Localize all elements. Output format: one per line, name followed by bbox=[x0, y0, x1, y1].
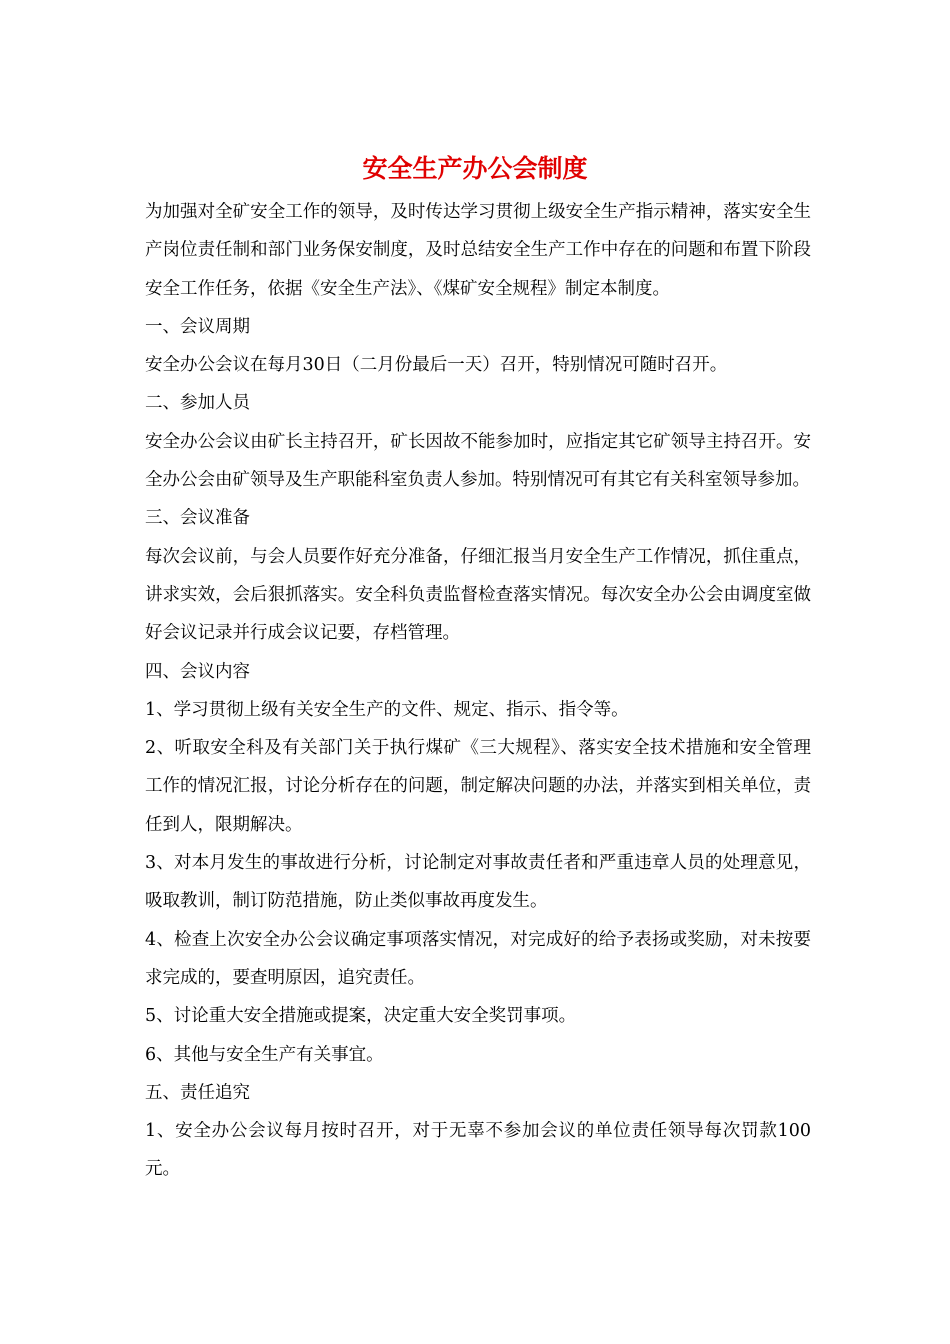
document-body bbox=[145, 193, 811, 1189]
intro-paragraph: 为加强对全矿安全工作的领导，及时传达学习贯彻上级安全生产指示精神，落实安全生产岗位责任制和部门业务保安制度，及时总结安全生产工作中存在的问题和布置下阶段安全工作任务，依据《安全生产法》、《煤矿安全规程》制定本制度。 bbox=[145, 202, 811, 299]
meeting-cycle-paragraph: 安全办公会议在每月30日（二月份最后一天）召开，特别情况可随时召开。 bbox=[145, 355, 728, 376]
section-heading-participants: 二、参加人员 bbox=[145, 393, 250, 414]
section-heading-accountability: 五、责任追究 bbox=[145, 1082, 250, 1103]
content-item-6: 6、其他与安全生产有关事宜。 bbox=[145, 1044, 384, 1065]
section-heading-preparation: 三、会议准备 bbox=[145, 508, 250, 529]
section-heading-content: 四、会议内容 bbox=[145, 661, 250, 682]
accountability-item-1: 1、安全办公会议每月按时召开，对于无辜不参加会议的单位责任领导每次罚款100元。 bbox=[145, 1121, 811, 1180]
participants-paragraph: 安全办公会议由矿长主持召开，矿长因故不能参加时，应指定其它矿领导主持召开。安全办公会由矿领导及生产职能科室负责人参加。特别情况可有其它有关科室领导参加。 bbox=[145, 431, 811, 491]
content-item-2: 2、听取安全科及有关部门关于执行煤矿《三大规程》、落实安全技术措施和安全管理工作的情况汇报，讨论分析存在的问题，制定解决问题的办法，并落实到相关单位，责任到人，限期解决。 bbox=[145, 738, 811, 835]
preparation-paragraph: 每次会议前，与会人员要作好充分准备，仔细汇报当月安全生产工作情况，抓住重点，讲求实效，会后狠抓落实。安全科负责监督检查落实情况。每次安全办公会由调度室做好会议记录并行成会议记要，存档管理。 bbox=[145, 546, 811, 644]
section-heading-meeting-cycle: 一、会议周期 bbox=[145, 316, 250, 337]
content-item-3: 3、对本月发生的事故进行分析，讨论制定对事故责任者和严重违章人员的处理意见，吸取教训，制订防范措施，防止类似事故再度发生。 bbox=[145, 853, 811, 912]
content-item-4: 4、检查上次安全办公会议确定事项落实情况，对完成好的给予表扬或奖励，对未按要求完成的，要查明原因，追究责任。 bbox=[145, 929, 811, 988]
content-item-5: 5、讨论重大安全措施或提案，决定重大安全奖罚事项。 bbox=[145, 1006, 577, 1027]
content-item-1: 1、学习贯彻上级有关安全生产的文件、规定、指示、指令等。 bbox=[145, 699, 629, 720]
document-title: 安全生产办公会制度 bbox=[362, 154, 588, 183]
